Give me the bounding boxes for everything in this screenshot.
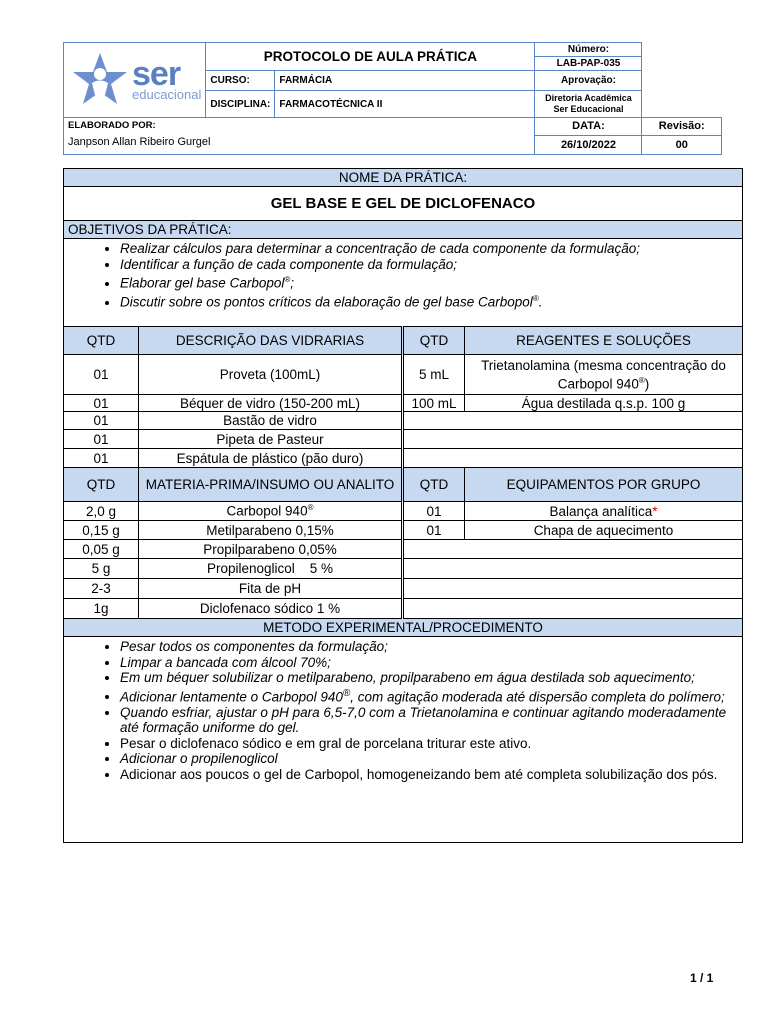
col-qtd: QTD <box>64 327 139 355</box>
list-item: • Limpar a bancada com álcool 70%; <box>120 655 738 671</box>
elaborado-cell <box>64 118 535 155</box>
curso-value: FARMÁCIA <box>275 71 535 91</box>
table-row: 0,15 g Metilparabeno 0,15% 01 Chapa de aquecimento <box>64 521 743 540</box>
data-label: DATA: <box>535 118 641 136</box>
table-row: 01 Proveta (100mL) 5 mL Trietanolamina (mesma concentração do Carbopol 940®) <box>64 355 743 395</box>
revisao-label: Revisão: <box>642 118 721 136</box>
aprovacao-label: Aprovação: <box>535 71 642 91</box>
table-row: 2,0 g Carbopol 940® 01 Balança analítica* <box>64 502 743 521</box>
col-vidrarias: DESCRIÇÃO DAS VIDRARIAS <box>139 327 403 355</box>
metodo-cell <box>64 637 743 843</box>
metodo-list <box>68 639 738 782</box>
nome-pratica: GEL BASE E GEL DE DICLOFENACO <box>64 187 743 221</box>
col-qtd-materia: QTD <box>64 468 139 502</box>
table-row: 01 Béquer de vidro (150-200 mL) 100 mL Água destilada q.s.p. 100 g <box>64 395 743 412</box>
materia-header-row <box>64 468 743 502</box>
doc-title: PROTOCOLO DE AULA PRÁTICA <box>206 43 535 71</box>
nome-pratica-label: NOME DA PRÁTICA: <box>64 169 743 187</box>
numero-label: Número: <box>567 44 610 55</box>
list-item: • Em um béquer solubilizar o metilparabeno, propilparabeno em água destilada sob aquecimento; <box>120 670 738 686</box>
table-row: 01 Espátula de plástico (pão duro) <box>64 449 743 468</box>
curso-label: CURSO: <box>206 71 275 91</box>
list-item: • Pesar o diclofenaco sódico e em gral de porcelana triturar este ativo. <box>120 736 738 752</box>
numero-value: LAB-PAP-035 <box>535 56 641 70</box>
table-row: 1g Diclofenaco sódico 1 % <box>64 599 743 619</box>
objetivos-label: OBJETIVOS DA PRÁTICA: <box>64 221 743 239</box>
logo-brand: ser <box>132 55 181 93</box>
list-item: • Quando esfriar, ajustar o pH para 6,5-7,0 com a Trietanolamina e continuar agitando moderadamente até formação uniforme do gel. <box>120 705 738 736</box>
col-materia: MATERIA-PRIMA/INSUMO OU ANALITO <box>139 468 403 502</box>
objetivos-cell <box>64 239 743 327</box>
disciplina-value: FARMACOTÉCNICA II <box>275 91 535 118</box>
star-person-icon <box>70 50 130 110</box>
metodo-label: METODO EXPERIMENTAL/PROCEDIMENTO <box>64 619 743 637</box>
objetivos-list <box>68 241 738 310</box>
col-qtd-reagentes: QTD <box>403 327 465 355</box>
list-item: • Pesar todos os componentes da formulação; <box>120 639 738 655</box>
table-row: 2-3 Fita de pH <box>64 579 743 599</box>
practice-table <box>63 168 743 843</box>
col-qtd-equip: QTD <box>403 468 465 502</box>
list-item: • Realizar cálculos para determinar a concentração de cada componente da formulação; <box>120 241 738 257</box>
required-mark: * <box>652 503 658 519</box>
table-row: 5 g Propilenoglicol 5 % <box>64 559 743 579</box>
ser-educacional-logo <box>68 50 201 110</box>
revisao-value: 00 <box>675 139 688 151</box>
elaborado-label: ELABORADO POR: <box>68 120 156 131</box>
page-number: 1 / 1 <box>690 971 714 985</box>
vidrarias-header-row <box>64 327 743 355</box>
list-item: • Identificar a função de cada componente da formulação; <box>120 257 738 273</box>
table-row: 01 Pipeta de Pasteur <box>64 430 743 449</box>
logo-sub: educacional <box>132 87 202 102</box>
list-item: • Adicionar lentamente o Carbopol 940®, com agitação moderada até dispersão completa do polímero; <box>120 686 738 705</box>
table-row: 01 Bastão de vidro <box>64 412 743 430</box>
document-header <box>63 42 722 155</box>
col-equip: EQUIPAMENTOS POR GRUPO <box>465 468 743 502</box>
table-row: 0,05 g Propilparabeno 0,05% <box>64 540 743 559</box>
logo-cell <box>64 43 206 118</box>
aprovacao-value: Diretoria Acadêmica Ser Educacional <box>535 91 642 118</box>
elaborado-value: Janpson Allan Ribeiro Gurgel <box>68 136 211 148</box>
data-cell <box>535 118 642 155</box>
revisao-cell <box>642 118 722 155</box>
list-item: • Adicionar o propilenoglicol <box>120 751 738 767</box>
numero-cell <box>535 43 642 71</box>
col-reagentes: REAGENTES E SOLUÇÕES <box>465 327 743 355</box>
list-item: • Discutir sobre os pontos críticos da elaboração de gel base Carbopol®. <box>120 291 738 310</box>
list-item: • Adicionar aos poucos o gel de Carbopol, homogeneizando bem até completa solubilização dos pós. <box>120 767 738 783</box>
list-item: • Elaborar gel base Carbopol®; <box>120 272 738 291</box>
data-value: 26/10/2022 <box>560 139 616 151</box>
disciplina-label: DISCIPLINA: <box>206 91 275 118</box>
